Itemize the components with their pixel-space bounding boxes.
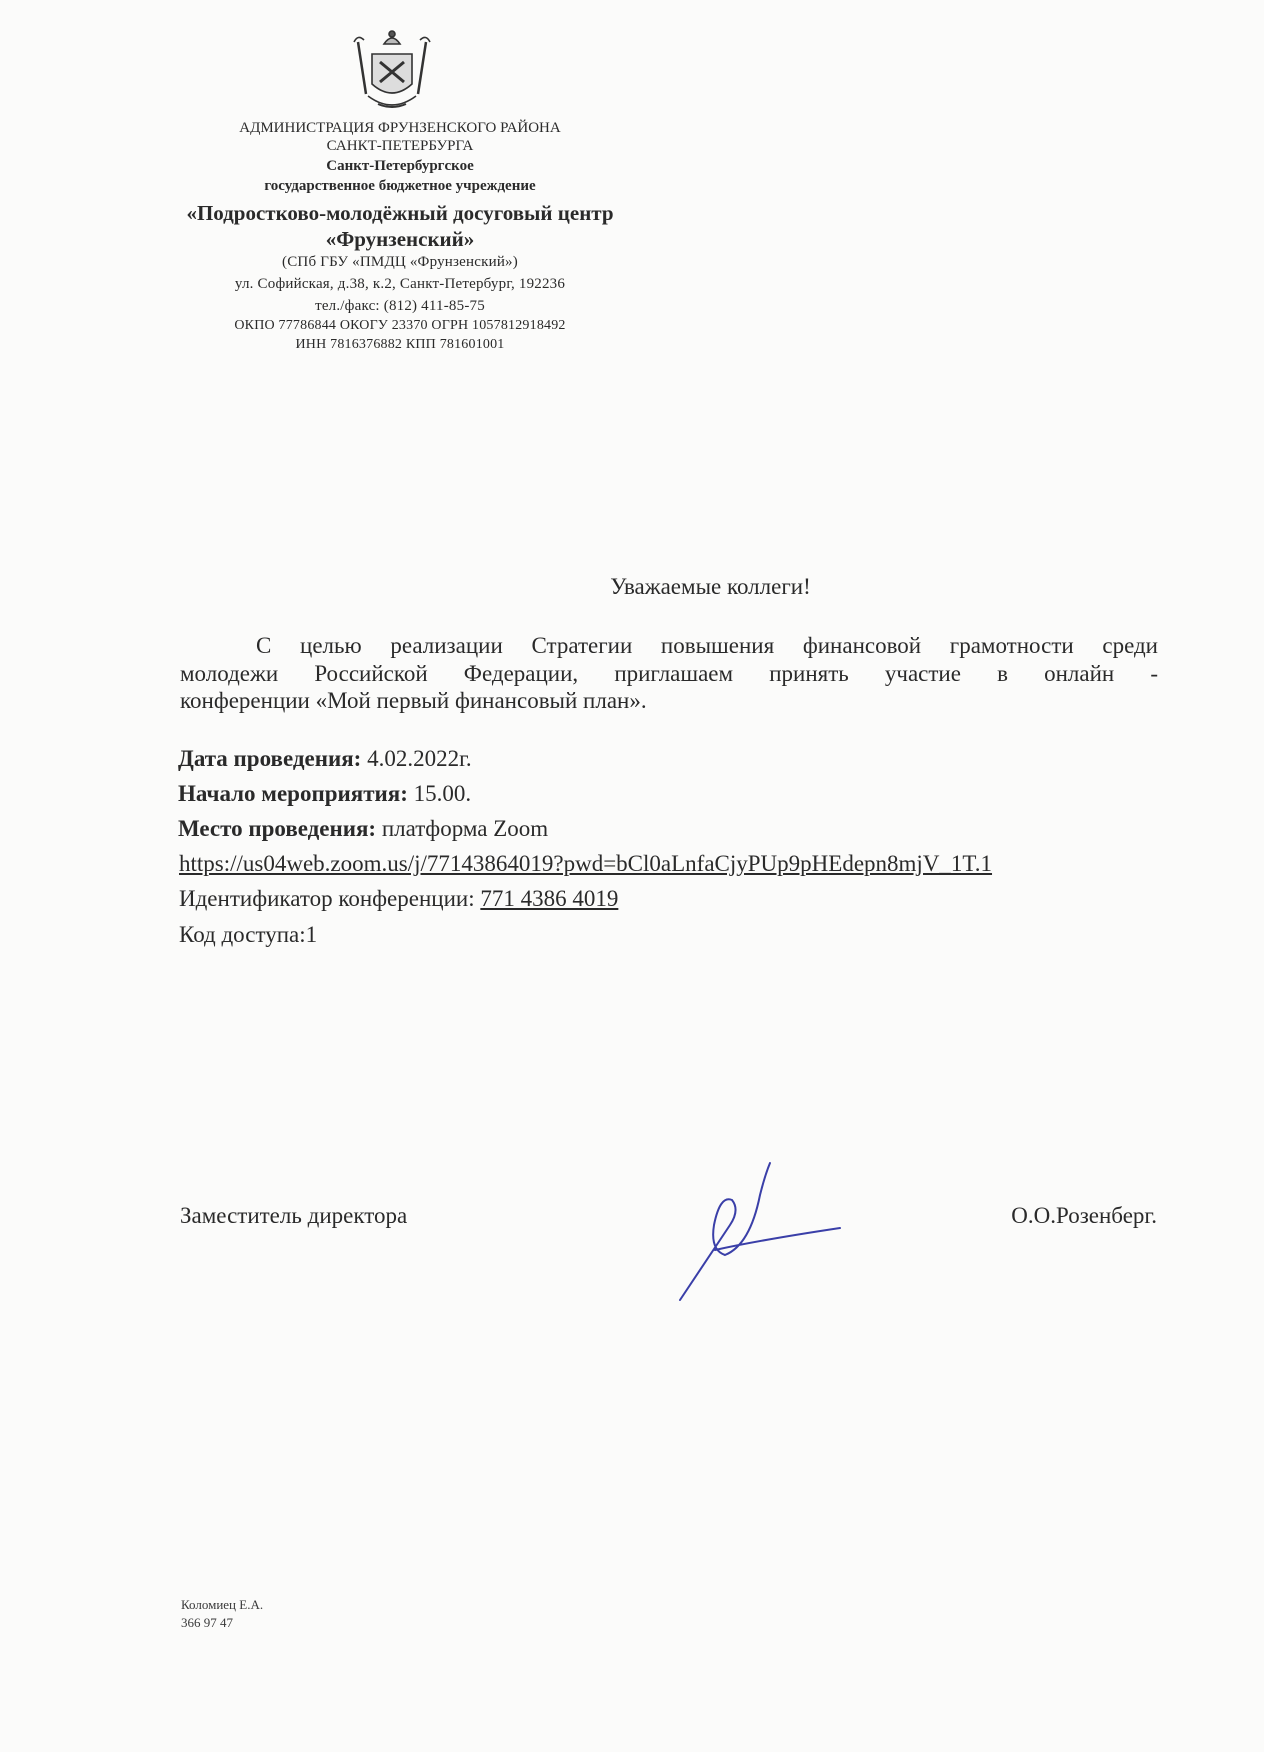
header-line-spb: Санкт-Петербургское xyxy=(326,158,474,174)
conference-id-label: Идентификатор конференции: xyxy=(179,886,481,911)
paragraph-line: конференции «Мой первый финансовый план». xyxy=(180,688,647,714)
header-line-admin: АДМИНИСТРАЦИЯ ФРУНЗЕНСКОГО РАЙОНА xyxy=(239,120,561,136)
header-line-org-name-2: «Фрунзенский» xyxy=(325,227,475,251)
event-place-value: платформа Zoom xyxy=(376,816,549,841)
signer-title: Заместитель директора xyxy=(180,1203,408,1228)
header-line-institution-type: государственное бюджетное учреждение xyxy=(264,178,536,194)
greeting: Уважаемые коллеги! xyxy=(610,574,811,599)
event-date-label: Дата проведения: xyxy=(178,746,362,771)
event-place-label: Место проведения: xyxy=(178,816,377,841)
header-line-inn: ИНН 7816376882 КПП 781601001 xyxy=(295,337,505,352)
handwritten-signature xyxy=(670,1155,850,1305)
conference-id-value[interactable]: 771 4386 4019 xyxy=(480,886,619,911)
executor-phone: 366 97 47 xyxy=(181,1615,233,1630)
coat-of-arms-emblem xyxy=(350,24,434,112)
executor-name: Коломиец Е.А. xyxy=(181,1597,264,1612)
access-code: Код доступа:1 xyxy=(179,922,318,947)
event-date-value: 4.02.2022г. xyxy=(361,746,472,771)
header-line-address: ул. Софийская, д.38, к.2, Санкт-Петербург, 192236 xyxy=(234,276,566,292)
event-start xyxy=(178,780,471,808)
header-line-short-name: (СПб ГБУ «ПМДЦ «Фрунзенский») xyxy=(282,254,518,270)
event-place xyxy=(178,815,548,843)
header-line-phone: тел./факс: (812) 411-85-75 xyxy=(315,298,485,314)
zoom-link[interactable]: https://us04web.zoom.us/j/77143864019?pwd=bCl0aLnfaCjyPUp9pHEdepn8mjV_1T.1 xyxy=(179,851,993,876)
paragraph-line: молодежи Российской Федерации, приглашаем принять участие в онлайн - xyxy=(180,660,1158,686)
header-line-org-name: «Подростково-молодёжный досуговый центр xyxy=(186,201,614,225)
event-start-label: Начало мероприятия: xyxy=(178,781,408,806)
event-start-value: 15.00. xyxy=(407,781,472,806)
main-paragraph xyxy=(180,632,1158,715)
event-date xyxy=(178,745,472,773)
signer-name: О.О.Розенберг. xyxy=(1011,1203,1157,1228)
header-line-city: САНКТ-ПЕТЕРБУРГА xyxy=(326,138,474,154)
conference-id xyxy=(179,885,618,913)
paragraph-line: С целью реализации Стратегии повышения финансовой грамотности среди xyxy=(256,633,1158,658)
header-line-codes: ОКПО 77786844 ОКОГУ 23370 ОГРН 1057812918492 xyxy=(234,318,566,333)
